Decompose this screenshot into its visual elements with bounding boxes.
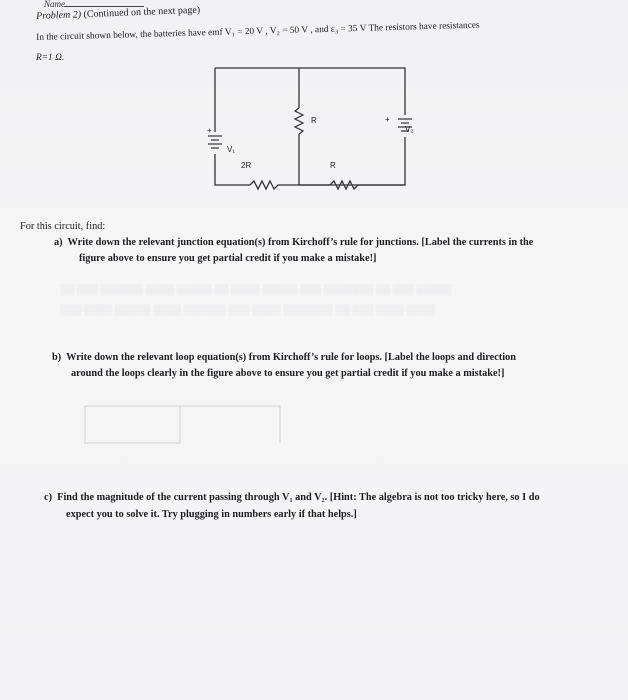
- name-label: Name: [44, 0, 65, 9]
- resistor-r-bottom: [299, 181, 405, 189]
- question-c-line1: Find the magnitude of the current passing through V₁ and V₂. [Hint: The algebra is not too tricky here, so I do: [57, 492, 540, 503]
- question-c-letter: c): [44, 492, 52, 503]
- plus-sign-v2: +: [385, 115, 390, 124]
- bleed-through-text: ░░░ ░░░░ ░░░░░ ░░░░ ░░░░░░ ░░░ ░░░░ ░░░░░░░ ░░ ░░░ ░░░░ ░░░░: [60, 305, 435, 316]
- label-v1: V₁: [227, 145, 236, 154]
- question-c-line2: expect you to solve it. Try plugging in numbers early if that helps.]: [66, 509, 357, 520]
- plus-sign-v1: +: [207, 126, 212, 135]
- continued-note: (Continued on the next page): [83, 4, 201, 21]
- question-a-letter: a): [54, 237, 63, 248]
- question-a-line1: Write down the relevant junction equation(s) from Kirchoff’s rule for junctions. [Label the currents in the: [67, 237, 534, 248]
- resistance-value: R=1 Ω.: [36, 53, 65, 63]
- question-b-line1: Write down the relevant loop equation(s) from Kirchoff’s rule for loops. [Label the loops and direction: [66, 352, 516, 363]
- label-r-middle: R: [311, 116, 317, 125]
- label-r-bottom: R: [330, 161, 336, 170]
- question-b: [52, 352, 516, 363]
- bleed-through-text: ░░ ░░░ ░░░░░░ ░░░░ ░░░░░ ░░ ░░░░ ░░░░░ ░░░ ░░░░░░░ ░░ ░░░ ░░░░░: [60, 285, 452, 296]
- problem-label: Problem 2): [36, 9, 82, 22]
- resistor-2r: [250, 181, 299, 189]
- question-b-letter: b): [52, 352, 62, 363]
- label-2r: 2R: [241, 161, 252, 170]
- bleed-through-figure: [80, 398, 340, 448]
- find-prompt: For this circuit, find:: [20, 221, 106, 232]
- question-c: [44, 492, 540, 503]
- question-b-line2: around the loops clearly in the figure above to ensure you get partial credit if you make a mistake!]: [71, 368, 505, 379]
- question-a: [54, 237, 533, 248]
- question-a-line2: figure above to ensure you get partial credit if you make a mistake!]: [79, 253, 377, 264]
- circuit-diagram: [195, 60, 415, 195]
- label-v2: V₂: [405, 125, 414, 134]
- intro-text: In the circuit shown below, the batteries have emf V₁ = 20 V , V₂ = 50 V , and ε₃ = 35 V The resistors have resistances: [36, 20, 480, 43]
